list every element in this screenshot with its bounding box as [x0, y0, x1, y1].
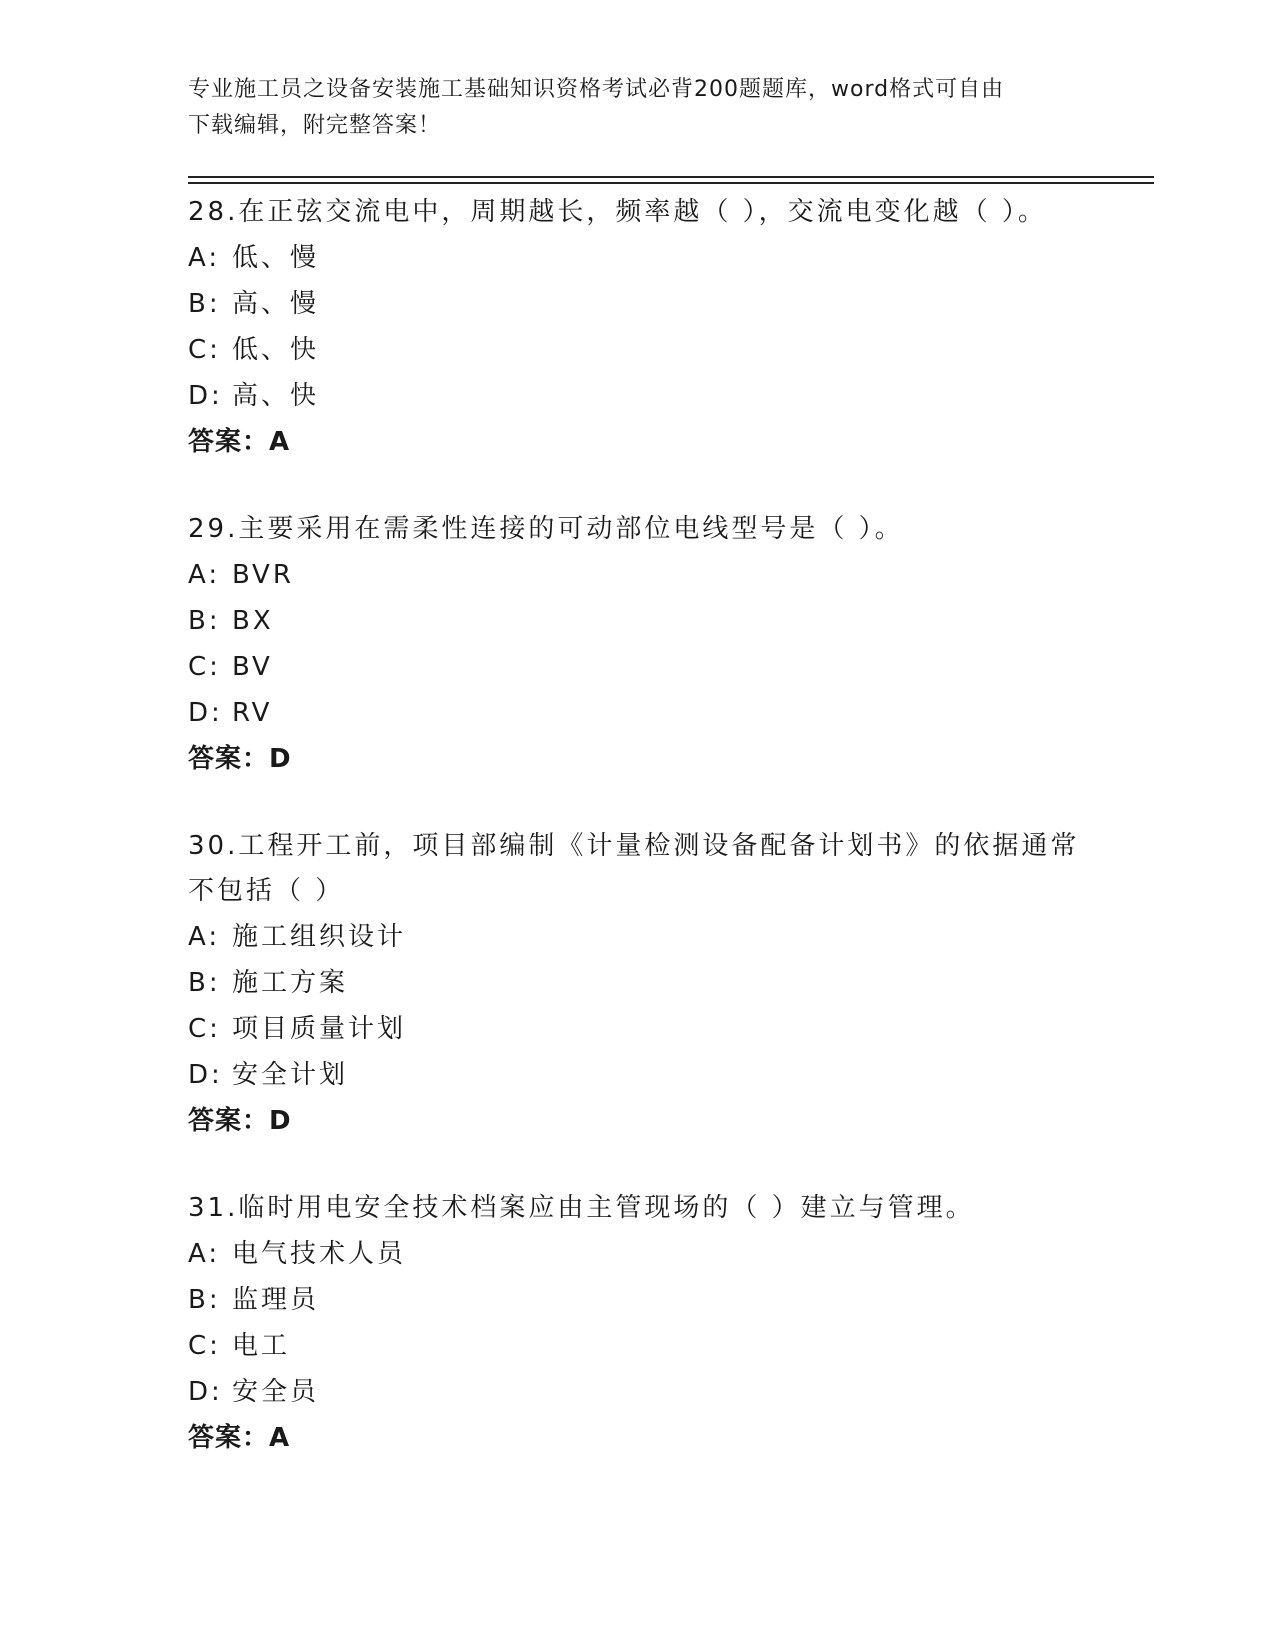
- option-b: [188, 960, 1088, 1006]
- option-letter: D:: [188, 698, 223, 728]
- answer-line: 答案：A: [188, 427, 291, 457]
- option-text: BVR: [232, 560, 294, 590]
- option-letter: B:: [188, 968, 221, 998]
- question-stem: 临时用电安全技术档案应由主管现场的（ ）建立与管理。: [238, 1193, 975, 1223]
- option-letter: A:: [188, 922, 221, 952]
- question-number: 29.: [188, 514, 239, 544]
- option-letter: A:: [188, 1239, 221, 1269]
- option-a: [188, 914, 1088, 960]
- option-text: 监理员: [232, 1285, 320, 1315]
- option-a: [188, 1231, 1088, 1277]
- option-letter: A:: [188, 243, 221, 273]
- option-d: [188, 690, 1088, 736]
- option-c: [188, 1323, 1088, 1369]
- answer-line: 答案：D: [188, 1106, 292, 1136]
- option-letter: C:: [188, 652, 221, 682]
- question-list: [188, 190, 1088, 1503]
- answer-line: 答案：D: [188, 744, 292, 774]
- option-text: BX: [232, 606, 274, 636]
- question-28: [188, 190, 1088, 465]
- option-text: 高、慢: [232, 289, 320, 319]
- question-29: [188, 507, 1088, 782]
- option-d: [188, 1052, 1088, 1098]
- option-text: 项目质量计划: [232, 1014, 407, 1044]
- header-divider-top: [188, 176, 1154, 178]
- option-letter: C:: [188, 1331, 221, 1361]
- question-number: 31.: [188, 1193, 239, 1223]
- question-text: [188, 1186, 1088, 1231]
- option-letter: B:: [188, 606, 221, 636]
- question-30: [188, 824, 1088, 1144]
- option-letter: A:: [188, 560, 221, 590]
- option-a: [188, 235, 1088, 281]
- option-a: [188, 552, 1088, 598]
- option-letter: C:: [188, 1014, 221, 1044]
- option-text: 电工: [232, 1331, 291, 1361]
- question-text: [188, 507, 1088, 552]
- option-text: 低、慢: [232, 243, 320, 273]
- option-text: 安全计划: [232, 1060, 349, 1090]
- option-letter: D:: [188, 1060, 223, 1090]
- question-text: [188, 190, 1088, 235]
- option-text: RV: [232, 698, 273, 728]
- option-d: [188, 1369, 1088, 1415]
- option-c: [188, 327, 1088, 373]
- option-text: 施工组织设计: [232, 922, 407, 952]
- option-letter: C:: [188, 335, 221, 365]
- option-c: [188, 1006, 1088, 1052]
- option-b: [188, 281, 1088, 327]
- option-text: 施工方案: [232, 968, 349, 998]
- header-divider-bottom: [188, 182, 1154, 184]
- option-text: BV: [232, 652, 273, 682]
- option-letter: B:: [188, 289, 221, 319]
- option-letter: D:: [188, 1377, 223, 1407]
- option-b: [188, 1277, 1088, 1323]
- question-text: [188, 824, 1088, 914]
- question-stem: 主要采用在需柔性连接的可动部位电线型号是（ ）。: [238, 514, 904, 544]
- question-number: 30.: [188, 831, 239, 861]
- header-line-2: 下载编辑，附完整答案！: [188, 113, 442, 138]
- option-b: [188, 598, 1088, 644]
- question-stem: 工程开工前，项目部编制《计量检测设备配备计划书》的依据通常不包括（ ）: [188, 831, 1080, 906]
- question-stem: 在正弦交流电中，周期越长，频率越（ ），交流电变化越（ ）。: [238, 197, 1047, 227]
- option-text: 高、快: [232, 381, 320, 411]
- option-d: [188, 373, 1088, 419]
- option-text: 低、快: [232, 335, 320, 365]
- option-c: [188, 644, 1088, 690]
- option-text: 安全员: [232, 1377, 320, 1407]
- document-header: [188, 72, 1088, 144]
- answer-line: 答案：A: [188, 1423, 291, 1453]
- question-number: 28.: [188, 197, 239, 227]
- option-letter: D:: [188, 381, 223, 411]
- header-line-1: 专业施工员之设备安装施工基础知识资格考试必背200题题库，word格式可自由: [188, 77, 1005, 102]
- option-text: 电气技术人员: [232, 1239, 407, 1269]
- question-31: [188, 1186, 1088, 1461]
- option-letter: B:: [188, 1285, 221, 1315]
